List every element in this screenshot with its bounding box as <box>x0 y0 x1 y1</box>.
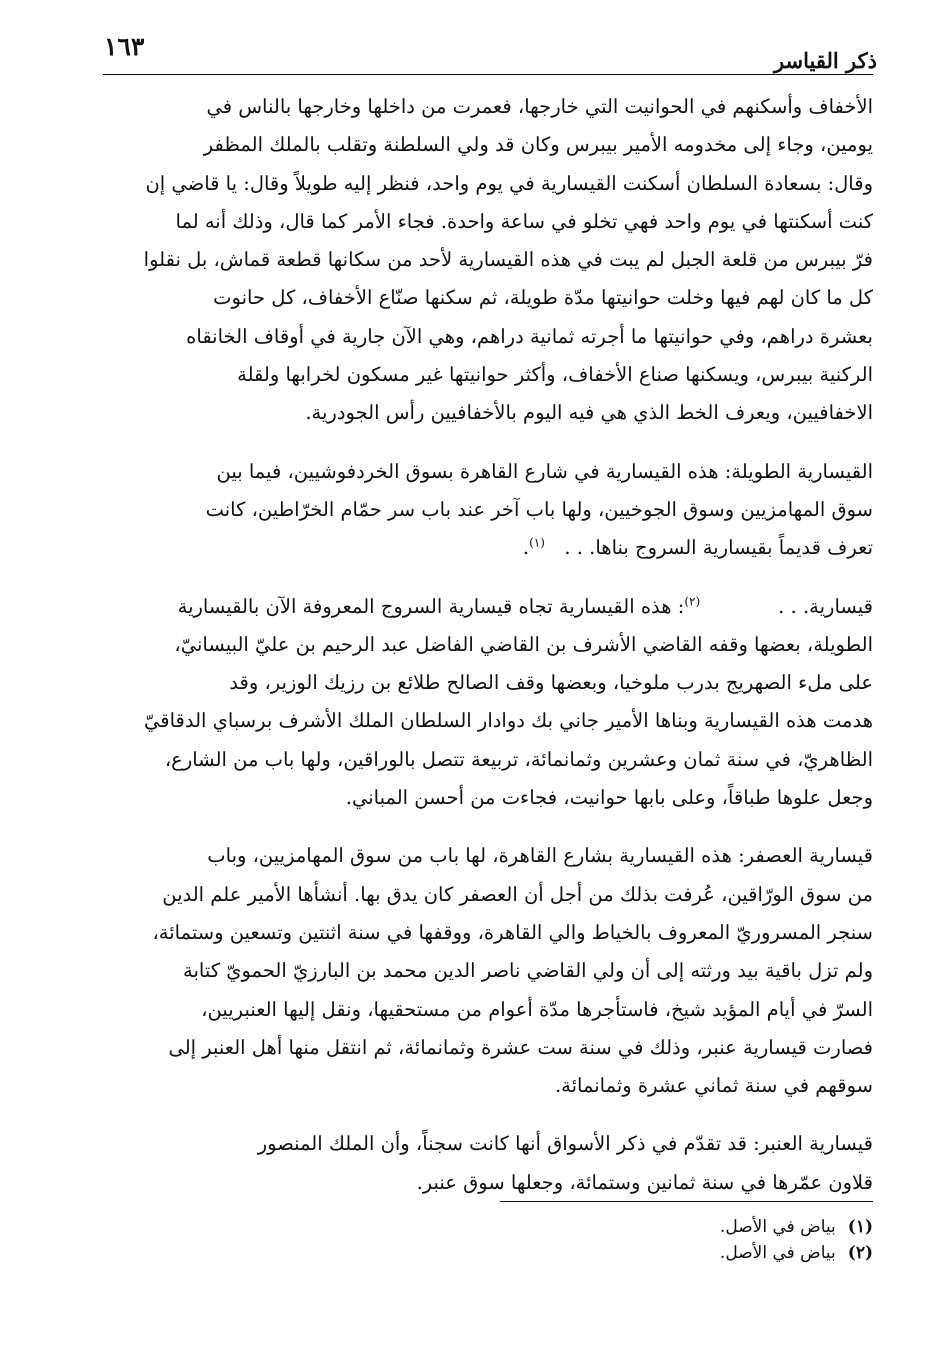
text-fragment: . <box>522 536 530 560</box>
text-line: يومين، وجاء إلى مخدومه الأمير بيبرس وكان قد ولي السلطنة وتقلب بالملك المظفر <box>203 133 873 157</box>
text-line: الظاهريّ، في سنة ثمان وعشرين وثمانمائة، تربيعة تتصل بالوراقين، ولها باب من الشارع، <box>164 747 873 771</box>
text-line: كل ما كان لهم فيها وخلت حوانيتها مدّة طويلة، ثم سكنها صنّاع الأخفاف، كل حانوت <box>213 286 873 310</box>
text-line: الطويلة، بعضها وقفه القاضي الأشرف بن القاضي الفاضل عبد الرحيم بن عليّ البيسانيّ، <box>174 632 873 656</box>
footnote-number: (١) <box>847 1217 873 1237</box>
text-line: قيسارية العنبر: قد تقدّم في ذكر الأسواق أنها كانت سجناً، وأن الملك المنصور <box>257 1132 873 1156</box>
footnote-text: بياض في الأصل. <box>719 1243 836 1263</box>
text-line: فرّ بيبرس من قلعة الجبل لم يبت في هذه القيسارية لأحد من سكانها قطعة قماش، بل نقلوا <box>143 248 873 272</box>
paragraph-safflower-qaysariyya <box>101 837 873 1105</box>
footnote-1 <box>373 1214 873 1240</box>
body-text <box>101 88 873 1202</box>
text-line: بعشرة دراهم، وفي حوانيتها ما أجرته ثمانية دراهم، وهي الآن جارية في أوقاف الخانقاه <box>186 324 873 348</box>
text-fragment: تعرف قديماً بقيسارية السروج بناها. . . <box>564 536 873 560</box>
text-line: فصارت قيسارية عنبر، وذلك في سنة ست عشرة وثمانمائة، ثم انتقل منها أهل العنبر إلى <box>168 1035 873 1059</box>
text-line: قيسارية العصفر: هذه القيسارية بشارع القاهرة، لها باب من سوق المهامزيين، وباب <box>207 844 873 868</box>
footnote-text: بياض في الأصل. <box>719 1217 836 1237</box>
text-line: الأخفاف وأسكنهم في الحوانيت التي خارجها، فعمرت من داخلها وخارجها بالناس في <box>206 95 873 118</box>
page-number: ١٦٣ <box>104 32 145 61</box>
text-line: سنجر المسروريّ المعروف بالخياط والي القاهرة، ووقفها في سنة اثنتين وتسعين وستمائة، <box>152 920 873 944</box>
text-line: السرّ في أيام المؤيد شيخ، فاستأجرها مدّة أعوام من مستحقيها، ونقل إليها العنبريين، <box>201 997 873 1021</box>
paragraph-ambergris-qaysariyya <box>101 1125 873 1202</box>
text-line: القيسارية الطويلة: هذه القيسارية في شارع القاهرة بسوق الخردفوشيين، فيما بين <box>216 459 873 483</box>
text-line: الاخفافيين، ويعرف الخط الذي هي فيه اليوم بالأخفافيين رأس الجودرية. <box>305 401 873 425</box>
text-line <box>101 529 873 567</box>
text-line: على ملء الصهريج بدرب ملوخيا، وبعضها وقف الصالح طلائع بن رزيك الوزير، وقد <box>229 671 873 695</box>
text-line: كنت أسكنتها في يوم واحد فهي تخلو في ساعة واحدة. فجاء الأمر كما قال، وذلك أنه لما <box>175 209 873 233</box>
footnote-2 <box>373 1240 873 1266</box>
footnotes <box>373 1214 873 1266</box>
text-line: الركنية بيبرس، ويسكنها صناع الأخفاف، وأكثر حوانيتها غير مسكون لخرابها ولقلة <box>237 363 873 387</box>
footnote-ref-2: (٢) <box>684 594 701 609</box>
footnote-ref-1: (١) <box>529 535 545 550</box>
text-line: هدمت هذه القيسارية وبناها الأمير جاني بك دوادار السلطان الملك الأشرف برسباي الدقاقيّ <box>144 709 873 733</box>
text-fragment: قيسارية. . . <box>778 594 873 618</box>
header-rule <box>103 74 873 75</box>
text-line: وقال: بسعادة السلطان أسكنت القيسارية في يوم واحد، فنظر إليه طويلاً وقال: يا قاضي إن <box>145 171 873 195</box>
footnote-rule <box>500 1201 873 1202</box>
text-line: وجعل علوها طباقاً، وعلى بابها حوانيت، فجاءت من أحسن المباني. <box>345 786 873 810</box>
paragraph-long-qaysariyya <box>101 453 873 568</box>
text-line: قلاون عمّرها في سنة ثمانين وستمائة، وجعلها سوق عنبر. <box>416 1170 873 1194</box>
running-title: ذكر القياسر <box>773 48 877 73</box>
paragraph-textile-market <box>101 88 873 433</box>
footnote-number: (٢) <box>847 1243 873 1263</box>
text-line: سوقهم في سنة ثماني عشرة وثمانمائة. <box>554 1074 873 1098</box>
text-fragment: : هذه القيسارية تجاه قيسارية السروج المعروفة الآن بالقيسارية <box>177 594 685 618</box>
paragraph-unnamed-qaysariyya <box>101 588 873 818</box>
text-line: ولم تزل باقية بيد ورثته إلى أن ولي القاضي ناصر الدين محمد بن البارزيّ الحمويّ كتابة <box>183 959 873 983</box>
text-line <box>101 588 873 626</box>
text-line: من سوق الورّاقين، عُرفت بذلك من أجل أن العصفر كان يدق بها. أنشأها الأمير علم الدين <box>162 882 873 906</box>
text-line: سوق المهامزيين وسوق الجوخيين، ولها باب آخر عند باب سر حمّام الخرّاطين، كانت <box>205 497 873 521</box>
